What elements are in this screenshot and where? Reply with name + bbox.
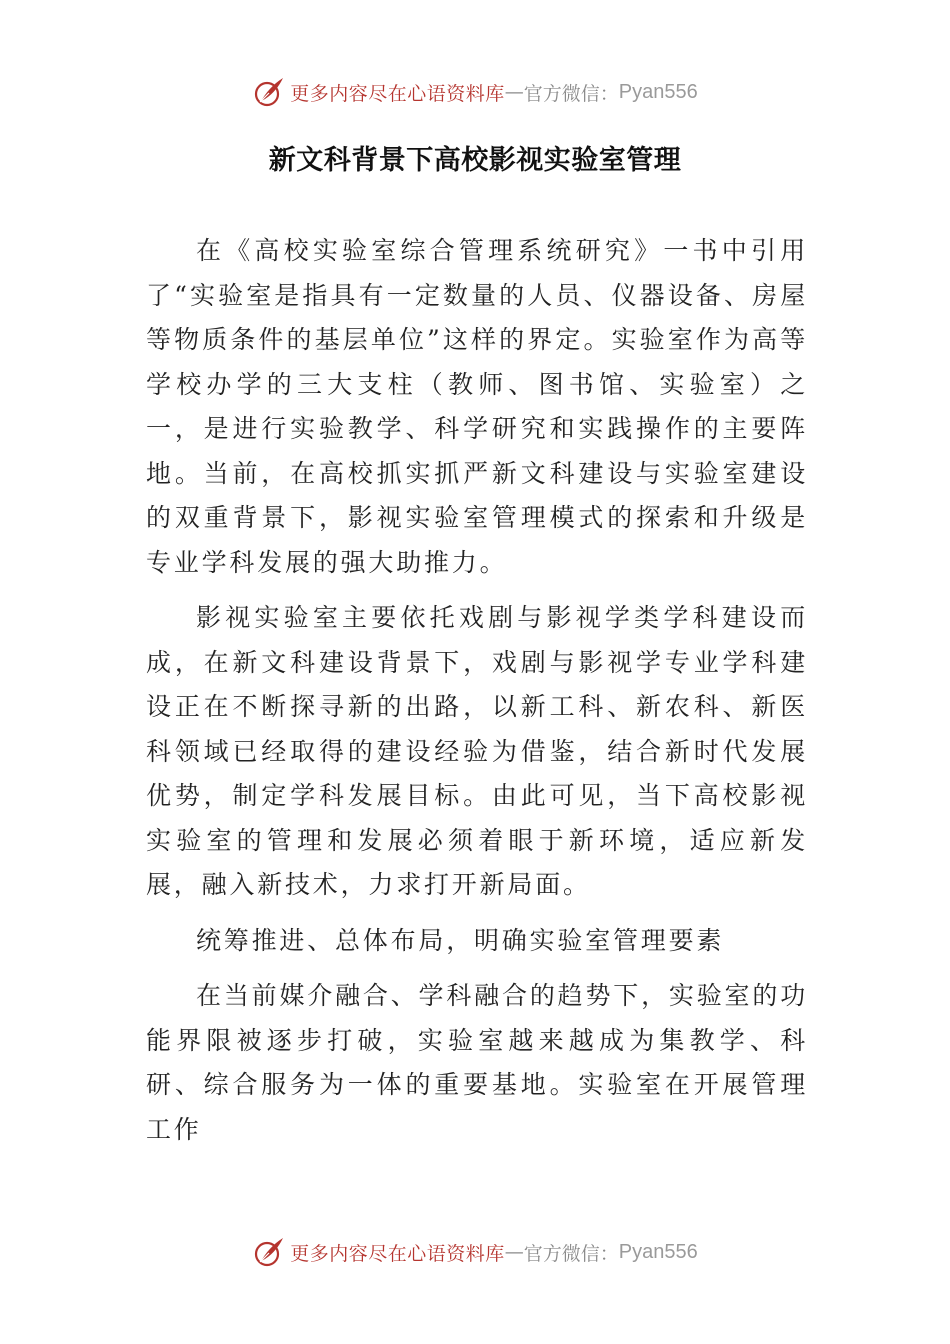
document-title: 新文科背景下高校影视实验室管理 [268,145,682,176]
body-paragraph: 影视实验室主要依托戏剧与影视学类学科建设而成，在新文科建设背景下，戏剧与影视学专业学科建设正在不断探寻新的出路，以新工科、新农科、新医科领域已经取得的建设经验为借鉴，结合新时代发展优势，制定学科发展目标。由此可见，当下高校影视实验室的管理和发展必须着眼于新环境，适应新发展，融入新技术，力求打开新局面。 [146,603,808,899]
document-body [146,229,808,1163]
wechat-account: Pyan556 [618,1240,698,1263]
wechat-label: 官方微信： [523,1242,619,1265]
banner-separator: — [504,1241,524,1263]
promo-text: 更多内容尽在心语资料库 [290,82,505,105]
body-paragraph: 在《高校实验室综合管理系统研究》一书中引用了“实验室是指具有一定数量的人员、仪器设备、房屋等物质条件的基层单位”这样的界定。实验室作为高等学校办学的三大支柱（教师、图书馆、实验室）之一，是进行实验教学、科学研究和实践操作的主要阵地。当前，在高校抓实抓严新文科建设与实验室建设的双重背景下，影视实验室管理模式的探索和升级是专业学科发展的强大助推力。 [146,236,808,577]
feather-quill-logo-icon [252,1235,286,1269]
header-banner [0,70,950,114]
footer-banner [0,1230,950,1274]
section-heading: 统筹推进、总体布局，明确实验室管理要素 [196,925,725,955]
promo-text: 更多内容尽在心语资料库 [290,1242,505,1265]
wechat-label: 官方微信： [523,82,619,105]
body-paragraph: 在当前媒介融合、学科融合的趋势下，实验室的功能界限被逐步打破，实验室越来越成为集教学、科研、综合服务为一体的重要基地。实验室在开展管理工作 [146,981,808,1144]
banner-separator: — [504,81,524,103]
feather-quill-logo-icon [252,75,286,109]
wechat-account: Pyan556 [618,80,698,103]
